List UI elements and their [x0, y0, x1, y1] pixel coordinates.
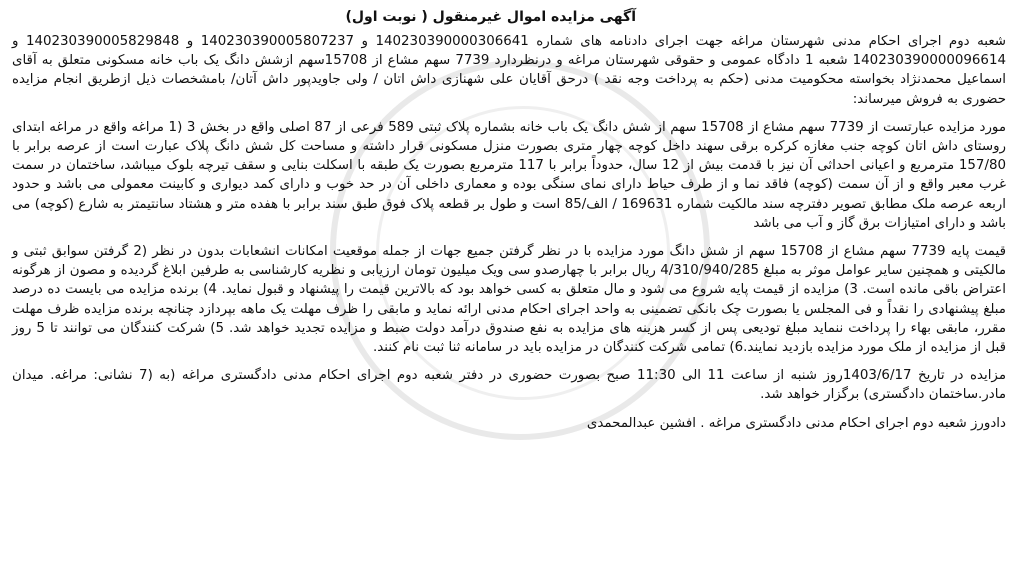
item-2-6-paragraph: قیمت پایه 7739 سهم مشاع از 15708 سهم از شش دانگ مورد مزایده با در نظر گرفتن جمیع جهات از جمله موقعیت امکانات انشعابات بدون در نظر (2 گرفتن سوابق ثبتی و مالکیتی و همچنین سایر عوامل موثر به مبلغ 4/310/940/285 ریال برابر با چهارصدو سی ویک میلیون تومان ارزیابی و نظریه کارشناسی به طرفین ابلاغ گردیده و مصون از هرگونه اعتراض باقی مانده است. 3) مزایده از قیمت پایه شروع می شود و مال متعلق به کسی خواهد بود که بالاترین قیمت را پیشنهاد و قبول نماید. 4) برنده مزایده می بایست ده درصد مبلغ پیشنهادی را نقداً و فی المجلس یا بصورت چک بانکی تضمینی به واحد اجرای احکام مدنی ارائه نماید و مابقی را ظرف مهلت یک ماهه بپردازد چنانچه برنده مزایده ظرف مهلت مقرر، مابقی بهاء را پرداخت ننماید مبلغ تودیعی پس از کسر هزینه های مزایده به نفع صندوق درآمد دولت ضبط و مزایده تجدید خواهد شد. 5) شرکت کنندگان می توانند تا 5 روز قبل از مزایده از ملک مورد مزایده بازدید نمایند.6) تمامی شرکت کنندگان در مزایده باید در سامانه ثنا ثبت نام کنند. — [12, 244, 1007, 356]
item-7-paragraph: مزایده در تاریخ 1403/6/17روز شنبه از ساعت 11 الی 11:30 صبح بصورت حضوری در دفتر شعبه دوم اجرای احکام مدنی دادگستری مراغه (به (7 نشانی: مراغه. میدان مادر.ساختمان دادگستری) برگزار خواهد شد. — [12, 368, 1006, 403]
notice-intro-paragraph: شعبه دوم اجرای احکام مدنی شهرستان مراغه جهت اجرای دادنامه های شماره 140230390000306641 و 140230390005807237 و 140230390005829848 و 140230390000096614 شعبه 1 دادگاه عمومی و حقوقی شهرستان مراغه و درنظردارد 7739 سهم مشاع از 15708سهم ازشش دانگ یک باب خانه مسکونی متعلق به آقای اسماعیل محمدنژاد بخواسته محکومیت مدنی (حکم به پرداخت وجه نقد ) درحق آقایان علی شهنازی داش اتان / ولی جاویدپور داش آتان/ بامشخصات ذیل ازطریق انجام مزایده حضوری به فروش میرساند: — [12, 34, 1007, 107]
signature-line: دادورز شعبه دوم اجرای احکام مدنی دادگستری مراغه . افشین عبدالمحمدی — [586, 415, 1006, 431]
item-1-paragraph: مورد مزایده عبارتست از 7739 سهم مشاع از 15708 سهم از شش دانگ یک باب خانه بشماره پلاک ثبتی 589 فرعی از 87 اصلی واقع در بخش 3 (1 مراغه واقع در مراغه ابتدای روستای داش اتان کوچه جنب مغازه کرکره برقی سهند داخل کوچه چهار متری بصورت منزل مسکونی قرار داشته و مساحت کل شش دانگ پلاک عبارت است از عرصه برابر با 157/80 مترمربع و اعیانی احداثی آن نیز با قدمت بیش از 12 سال، حدوداً برابر با 117 مترمربع بصورت یک طبقه با اسکلت بنایی و سقف تیرچه بلوک میباشد، ساختمان در سمت غرب معبر واقع و از آن سمت (کوچه) فاقد نما و از طرف حیاط دارای نمای سنگی بوده و معماری داخلی آن در حد خوب و دارای کمد دیواری و کابینت معمولی می باشد و حدود اربعه عرصه ملک مطابق تصویر دفترچه سند مالکیت شماره 169631 / الف/85 است و طول بر قطعه پلاک فوق طبق سند برابر با هفده متر و هشتاد سانتیمتر به شارع (کوچه) می باشد و دارای امتیازات برق گاز و آب می باشد — [12, 119, 1007, 231]
notice-title: آگهی مزایده اموال غیرمنقول ( نوبت اول) — [345, 9, 636, 25]
